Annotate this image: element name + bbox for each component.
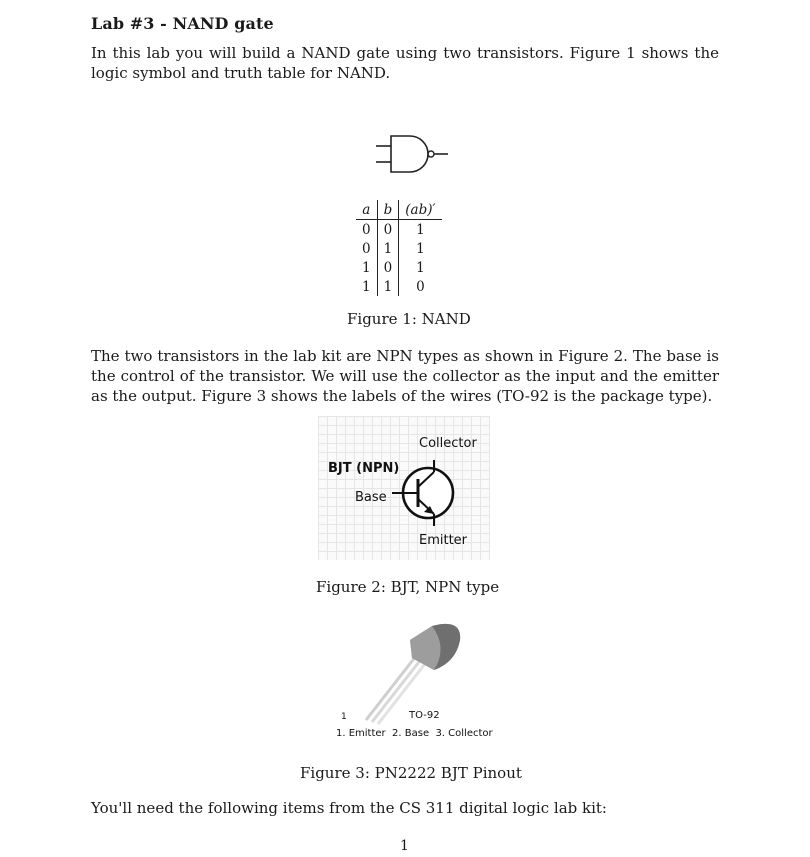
- table-cell: 1: [356, 277, 377, 296]
- nand-gate-icon: [370, 132, 454, 176]
- collector-label: Collector: [419, 436, 477, 451]
- table-cell: 1: [416, 222, 425, 238]
- table-row: [356, 277, 442, 296]
- intro-paragraph: In this lab you will build a NAND gate using two transistors. Figure 1 shows the logic symbol and truth table for NAND.: [91, 44, 719, 82]
- kit-items-paragraph: You'll need the following items from the CS 311 digital logic lab kit:: [91, 799, 607, 817]
- figure2-caption: Figure 2: BJT, NPN type: [316, 578, 500, 596]
- truth-table-header-b: b: [377, 200, 399, 220]
- bjt-heading: BJT (NPN): [328, 461, 400, 476]
- table-row: [356, 239, 442, 258]
- base-label: Base: [355, 490, 387, 505]
- table-row: [356, 258, 442, 277]
- page-title: Lab #3 - NAND gate: [91, 14, 274, 33]
- table-cell: 1: [377, 239, 399, 258]
- table-cell: 0: [377, 258, 399, 277]
- to92-label: TO-92: [409, 710, 440, 721]
- pin1-marker: 1: [341, 712, 347, 722]
- table-cell: 1: [377, 277, 399, 296]
- table-cell: 0: [377, 220, 399, 240]
- table-cell: 0: [356, 239, 377, 258]
- table-cell: 1: [356, 258, 377, 277]
- npn-transistor-icon: [388, 456, 460, 528]
- table-cell: 0: [356, 220, 377, 240]
- truth-table-header-a: a: [356, 200, 377, 220]
- emitter-label: Emitter: [419, 533, 468, 548]
- table-row: [356, 220, 442, 240]
- figure1-caption: Figure 1: NAND: [347, 310, 471, 328]
- page-number: 1: [400, 838, 409, 854]
- table-cell: 0: [416, 279, 425, 295]
- table-cell: 1: [416, 241, 425, 257]
- truth-table-header-output: (ab)′: [399, 200, 442, 220]
- transistor-paragraph: The two transistors in the lab kit are NPN types as shown in Figure 2. The base is the control of the transistor. We will use the collector as the input and the emitter as the output. Figure 3 shows the labels of the wires (TO-92 is the package type).: [91, 347, 719, 405]
- table-cell: 1: [416, 260, 425, 276]
- truth-table: [356, 200, 442, 296]
- pinout-label: 1. Emitter 2. Base 3. Collector: [336, 728, 493, 739]
- to92-package-icon: [336, 618, 476, 726]
- figure3-caption: Figure 3: PN2222 BJT Pinout: [300, 764, 522, 782]
